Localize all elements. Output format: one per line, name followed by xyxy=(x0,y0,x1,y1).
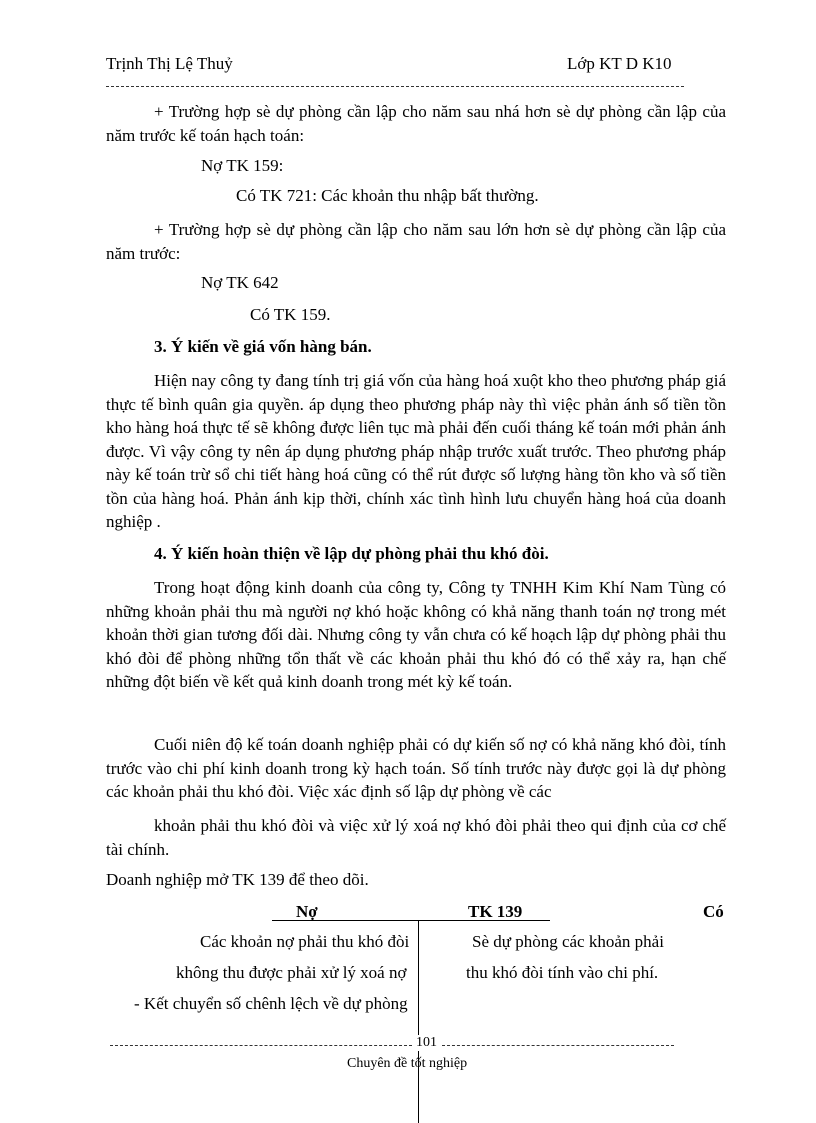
paragraph-case-smaller: + Trường hợp sè dự phòng cần lập cho năm sau nhá hơn sè dự phòng cần lập của năm trước kế toán hạch toán: xyxy=(106,102,726,145)
header-divider xyxy=(106,86,684,87)
footer-page-number: 101 xyxy=(416,1035,437,1050)
t-account-horizontal-line xyxy=(272,920,550,921)
t-account-debit-line-2: không thu được phải xử lý xoá nợ xyxy=(176,963,407,982)
t-account-credit-line-2: thu khó đòi tính vào chi phí. xyxy=(466,963,659,982)
t-account-vertical-line xyxy=(418,920,419,1123)
entry1-debit: Nợ TK 159: xyxy=(201,156,284,175)
paragraph-open-account: Doanh nghiệp mở TK 139 để theo dõi. xyxy=(106,870,369,889)
t-account-credit-label: Có xyxy=(703,902,724,921)
entry1-credit: Có TK 721: Các khoản thu nhập bất thường. xyxy=(236,186,539,205)
t-account-credit-line-1: Sè dự phòng các khoản phải xyxy=(472,932,664,951)
entry2-debit: Nợ TK 642 xyxy=(201,273,279,292)
paragraph-bad-debt-context: Trong hoạt động kinh doanh của công ty, Công ty TNHH Kim Khí Nam Tùng có những khoản phải thu mà người nợ khó hoặc không có khả năng thanh toán nợ trong mét khoản thời gian tương đối dài. Nhưng công ty vẫn chưa có kế hoạch lập dự phòng phải thu khó đòi để phòng những tổn thất về các khoản phải thu khó đó có thể xảy ra, hạn chế những đột biến về kết quả kinh doanh trong mét kỳ kế toán. xyxy=(106,578,726,691)
entry2-credit: Có TK 159. xyxy=(250,305,331,324)
footer-divider-left xyxy=(110,1045,412,1046)
t-account-title: TK 139 xyxy=(468,902,523,921)
paragraph-cost-of-goods: Hiện nay công ty đang tính trị giá vốn của hàng hoá xuột kho theo phương pháp giá thực tế bình quân gia quyền. áp dụng theo phương pháp này thì việc phản ánh số tiền tồn kho hàng hoá thực tế sẽ không được liên tục mà phải đến cuối tháng kế toán mới phản ánh được. Vì vậy công ty nên áp dụng phương pháp nhập trước xuất trước. Theo phương pháp này kế toán trừ sổ chi tiết hàng hoá cũng có thể rút được số lượng hàng tồn kho và số tiền tồn của hàng hoá. Phản ánh kịp thời, chính xác tình hình lưu chuyển hàng hoá của doanh nghiệp . xyxy=(106,371,726,531)
footer-divider-right xyxy=(442,1045,674,1046)
paragraph-case-larger: + Trường hợp sè dự phòng cần lập cho năm sau lớn hơn sè dự phòng cần lập của năm trước: xyxy=(106,220,726,263)
t-account-debit-line-3: - Kết chuyển số chênh lệch về dự phòng xyxy=(134,994,408,1013)
t-account-debit-line-1: Các khoản nợ phải thu khó đòi xyxy=(200,932,410,951)
paragraph-provision-definition: Cuối niên độ kế toán doanh nghiệp phải có dự kiến số nợ có khả năng khó đòi, tính trước vào chi phí kinh doanh trong kỳ hạch toán. Số tính trước này được gọi là dự phòng các khoản phải thu khó đòi. Việc xác định số lập dự phòng về các xyxy=(106,735,726,801)
heading-bad-debt-provision: 4. Ý kiến hoàn thiện về lập dự phòng phải thu khó đòi. xyxy=(154,544,549,563)
header-class: Lớp KT D K10 xyxy=(567,54,672,73)
footer-title: Chuyên đề tốt nghiệp xyxy=(347,1056,468,1071)
header-author: Trịnh Thị Lệ Thuỷ xyxy=(106,54,233,73)
heading-cost-of-goods: 3. Ý kiến về giá vốn hàng bán. xyxy=(154,337,372,356)
paragraph-provision-regulation: khoản phải thu khó đòi và việc xử lý xoá nợ khó đòi phải theo qui định của cơ chế tài chính. xyxy=(106,816,726,859)
t-account-debit-label: Nợ xyxy=(296,902,318,921)
